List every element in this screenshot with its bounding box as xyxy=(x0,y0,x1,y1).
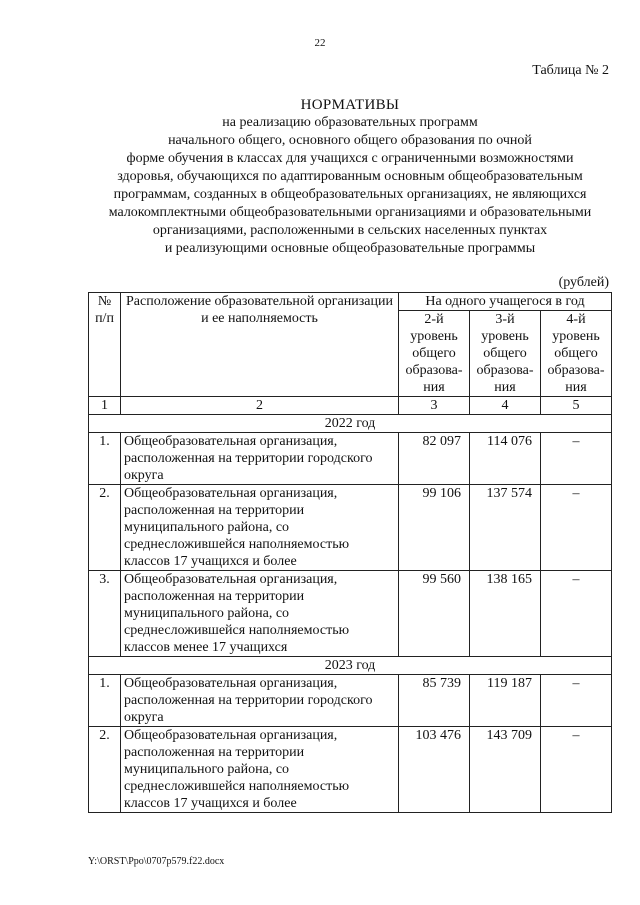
header-level-2: 2-й уровень общего образова-ния xyxy=(399,311,470,397)
column-number: 5 xyxy=(541,397,612,415)
page-number: 22 xyxy=(314,37,326,49)
heading-line: на реализацию образовательных программ xyxy=(222,115,478,130)
row-number: 1. xyxy=(89,675,121,727)
row-number: 3. xyxy=(89,571,121,657)
row-value-level-2: 82 097 xyxy=(399,433,470,485)
table-row xyxy=(89,485,612,571)
table-header-row xyxy=(89,293,612,311)
year-row-2022 xyxy=(89,415,612,433)
heading-line: организациями, расположенными в сельских населенных пунктах xyxy=(152,223,548,238)
heading-line: здоровья, обучающихся по адаптированным основным общеобразовательным xyxy=(117,169,583,184)
row-value-level-4: – xyxy=(541,485,612,571)
row-value-level-2: 85 739 xyxy=(399,675,470,727)
row-number: 2. xyxy=(89,727,121,813)
table-row xyxy=(89,571,612,657)
row-description: Общеобразовательная организация, расположенная на территории городского округа xyxy=(121,433,399,485)
row-value-level-4: – xyxy=(541,571,612,657)
heading-line: начального общего, основного общего образования по очной xyxy=(168,133,532,148)
row-value-level-3: 137 574 xyxy=(470,485,541,571)
row-description: Общеобразовательная организация, расположенная на территории городского округа xyxy=(121,675,399,727)
row-description: Общеобразовательная организация, расположенная на территории муниципального района, со среднесложившейся наполняемостью классов менее 17 учащихся xyxy=(121,571,399,657)
year-label: 2022 год xyxy=(89,415,612,433)
row-value-level-4: – xyxy=(541,727,612,813)
heading-line: малокомплектными общеобразовательными организациями и образовательными xyxy=(108,205,592,220)
column-number: 1 xyxy=(89,397,121,415)
row-value-level-2: 99 106 xyxy=(399,485,470,571)
row-value-level-3: 138 165 xyxy=(470,571,541,657)
column-number: 2 xyxy=(121,397,399,415)
row-value-level-4: – xyxy=(541,433,612,485)
column-number-row xyxy=(89,397,612,415)
row-value-level-3: 114 076 xyxy=(470,433,541,485)
table-row xyxy=(89,675,612,727)
row-description: Общеобразовательная организация, расположенная на территории муниципального района, со среднесложившейся наполняемостью классов 17 учащихся и более xyxy=(121,485,399,571)
header-per-student: На одного учащегося в год xyxy=(399,293,612,311)
heading-title: НОРМАТИВЫ xyxy=(300,97,400,113)
row-value-level-3: 143 709 xyxy=(470,727,541,813)
year-row-2023 xyxy=(89,657,612,675)
heading-line: форме обучения в классах для учащихся с ограниченными возможностями xyxy=(126,151,574,166)
row-value-level-2: 99 560 xyxy=(399,571,470,657)
row-value-level-2: 103 476 xyxy=(399,727,470,813)
units-label: (рублей) xyxy=(558,275,609,290)
table-label: Таблица № 2 xyxy=(532,63,609,78)
row-number: 2. xyxy=(89,485,121,571)
heading-line: и реализующими основные общеобразовательные программы xyxy=(164,241,536,256)
year-label: 2023 год xyxy=(89,657,612,675)
column-number: 4 xyxy=(470,397,541,415)
heading-line: программам, созданных в общеобразовательных организациях, не являющихся xyxy=(113,187,587,202)
header-location: Расположение образовательной организации и ее наполняемость xyxy=(121,293,399,397)
norms-table xyxy=(88,292,612,813)
row-value-level-3: 119 187 xyxy=(470,675,541,727)
header-num: № п/п xyxy=(89,293,121,397)
footer-file-path: Y:\ORST\Ppo\0707p579.f22.docx xyxy=(88,856,225,867)
column-number: 3 xyxy=(399,397,470,415)
row-description: Общеобразовательная организация, расположенная на территории муниципального района, со среднесложившейся наполняемостью классов 17 учащихся и более xyxy=(121,727,399,813)
row-value-level-4: – xyxy=(541,675,612,727)
document-heading xyxy=(60,96,640,258)
header-level-3: 3-й уровень общего образова-ния xyxy=(470,311,541,397)
row-number: 1. xyxy=(89,433,121,485)
table-row xyxy=(89,433,612,485)
table-row xyxy=(89,727,612,813)
header-level-4: 4-й уровень общего образова-ния xyxy=(541,311,612,397)
